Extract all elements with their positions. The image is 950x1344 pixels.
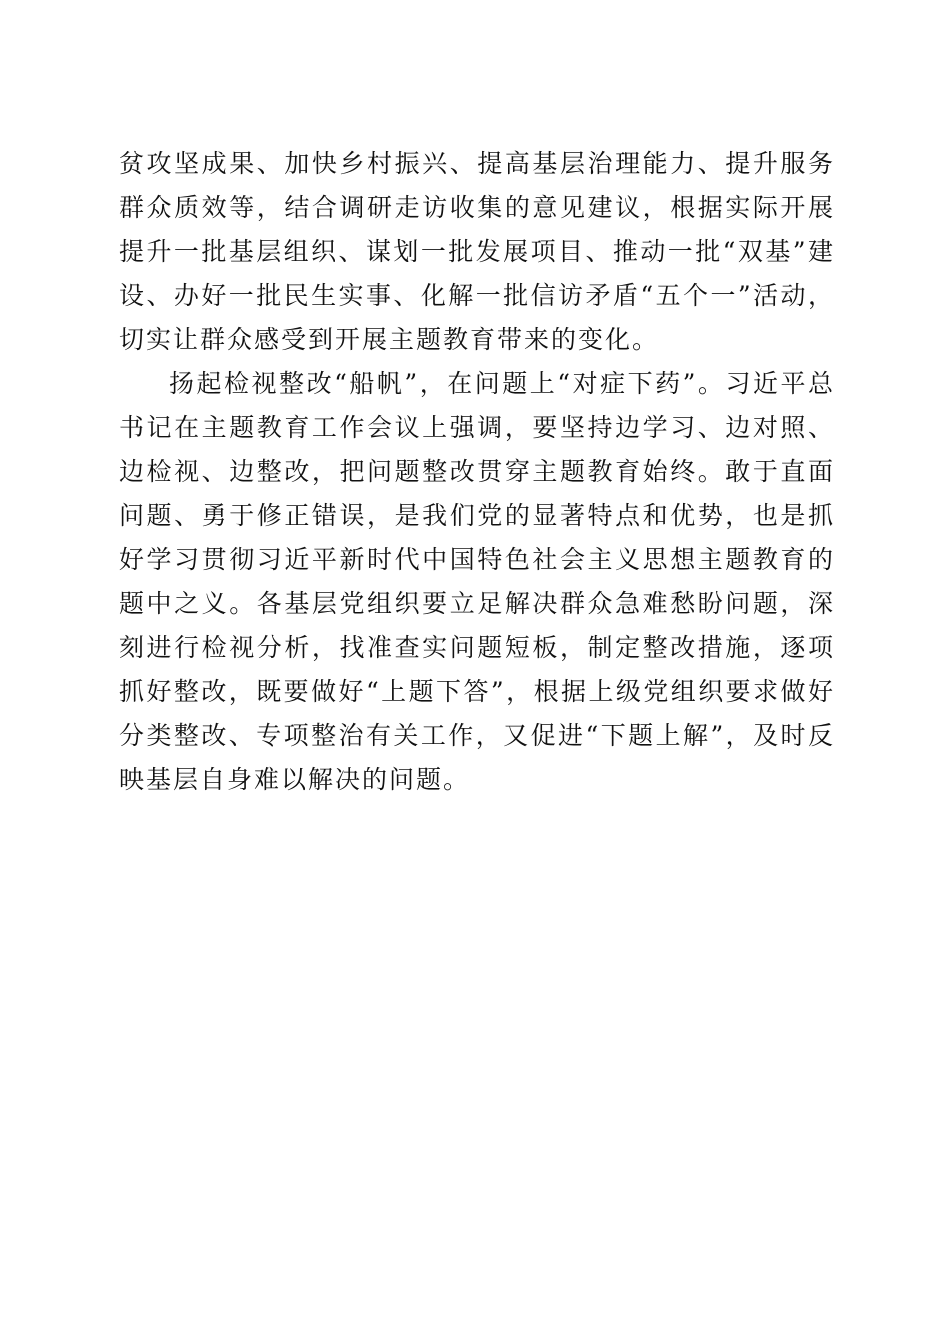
paragraph-continuation: 贫攻坚成果、加快乡村振兴、提高基层治理能力、提升服务群众质效等，结合调研走访收集的意见建议，根据实际开展提升一批基层组织、谋划一批发展项目、推动一批“双基”建设、办好一批民生实事、化解一批信访矛盾“五个一”活动，切实让群众感受到开展主题教育带来的变化。 [119,149,835,354]
document-body [119,142,835,802]
paragraph-rectification: 扬起检视整改“船帆”，在问题上“对症下药”。习近平总书记在主题教育工作会议上强调，要坚持边学习、边对照、边检视、边整改，把问题整改贯穿主题教育始终。敢于直面问题、勇于修正错误，是我们党的显著特点和优势，也是抓好学习贯彻习近平新时代中国特色社会主义思想主题教育的题中之义。各基层党组织要立足解决群众急难愁盼问题，深刻进行检视分析，找准查实问题短板，制定整改措施，逐项抓好整改，既要做好“上题下答”，根据上级党组织要求做好分类整改、专项整治有关工作，又促进“下题上解”，及时反映基层自身难以解决的问题。 [119,369,835,794]
